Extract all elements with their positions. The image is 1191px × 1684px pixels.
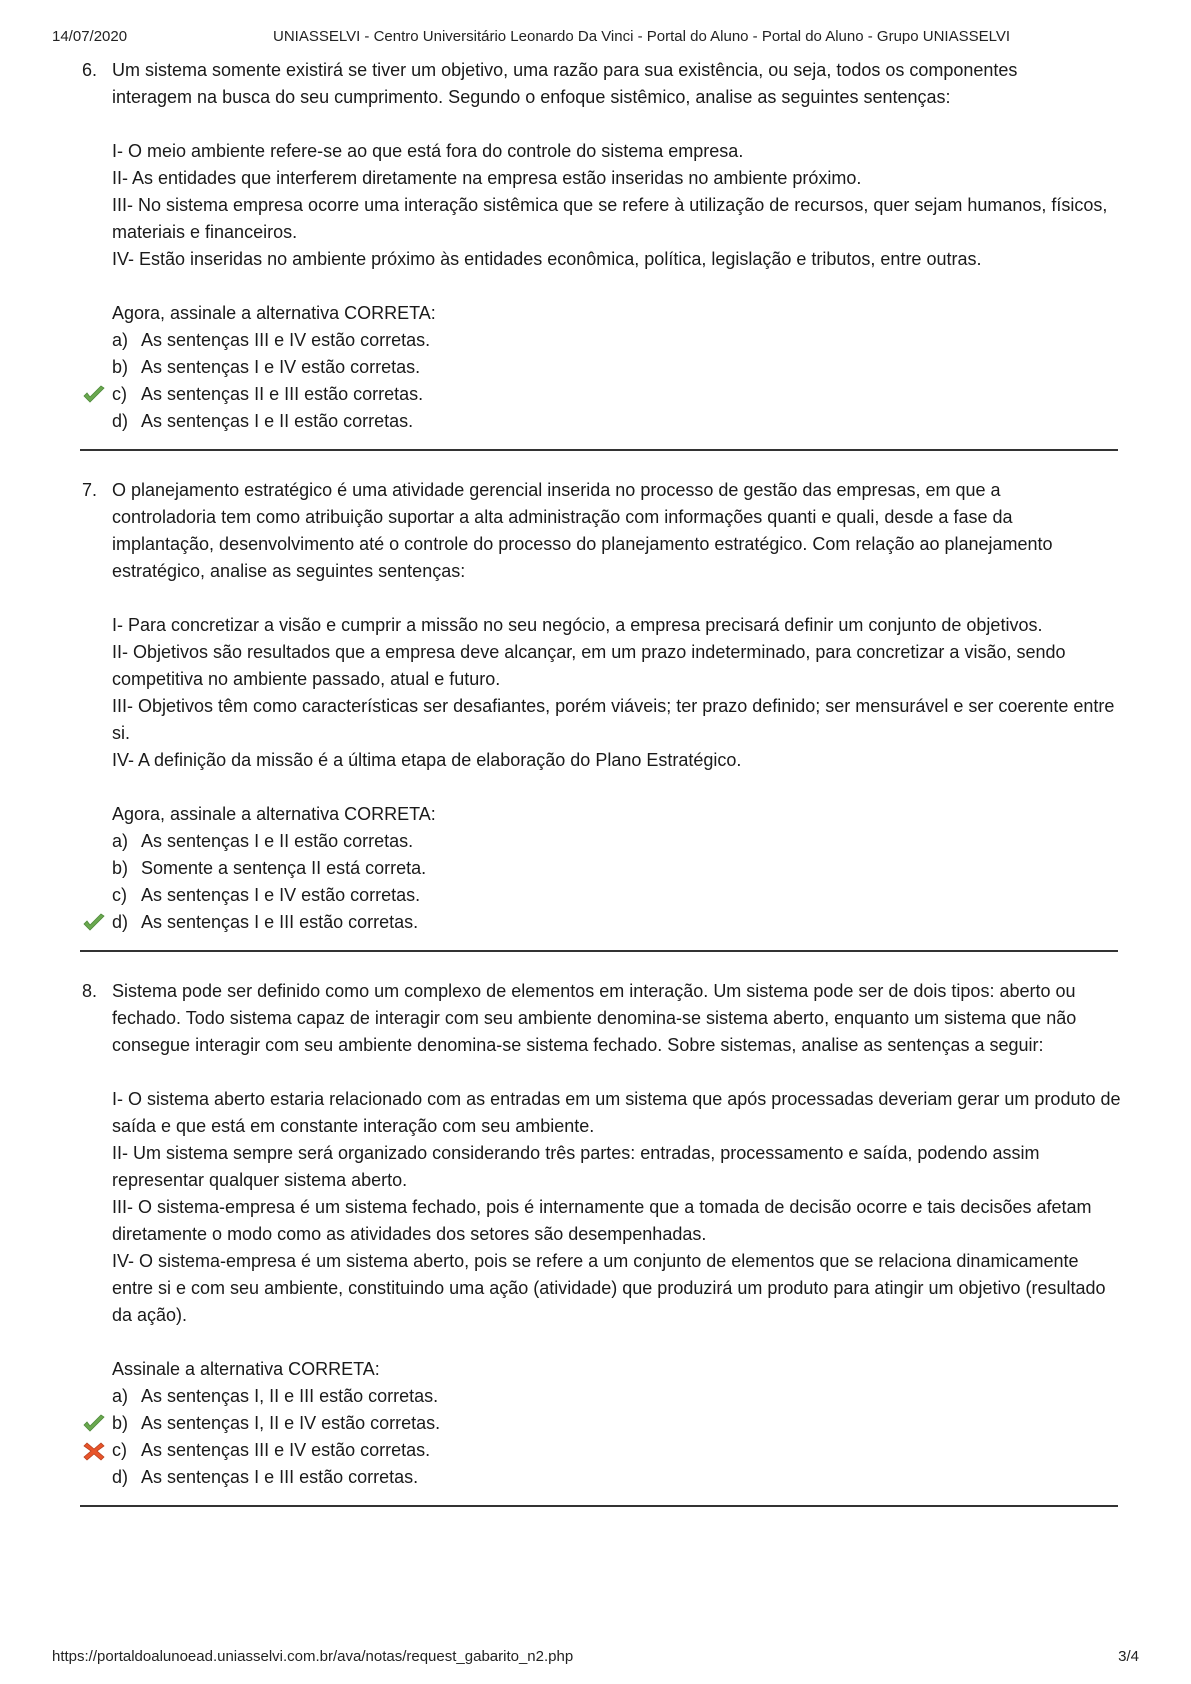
question-text: O planejamento estratégico é uma atividade gerencial inserida no processo de gestão das empresas, em que a controladoria tem como atribuição suportar a alta administração com informações quanti e quali, desde a fase da implantação, desenvolvimento até o controle do processo do planejamento estratégico. Com relação ao planejamento estratégico, analise as seguintes sentenças: <box>112 480 1053 581</box>
answer-option <box>0 381 1191 408</box>
question-8 <box>0 978 1191 1507</box>
answer-prompt: Assinale a alternativa CORRETA: <box>112 1359 380 1379</box>
answer-option <box>0 855 1191 882</box>
answer-option <box>0 909 1191 936</box>
option-letter: b) <box>112 357 129 377</box>
answer-option <box>0 354 1191 381</box>
question-stem <box>82 978 1102 1059</box>
statement: II- As entidades que interferem diretamente na empresa estão inseridas no ambiente próximo. <box>112 168 862 188</box>
answer-option <box>0 408 1191 435</box>
option-letter: b) <box>112 1413 129 1433</box>
question-number: 6. <box>82 60 98 80</box>
question-number: 7. <box>82 480 98 500</box>
answer-option <box>0 1437 1191 1464</box>
header-date: 14/07/2020 <box>52 28 128 45</box>
page-header <box>0 28 1191 48</box>
option-text: As sentenças I, II e IV estão corretas. <box>141 1413 441 1433</box>
question-7 <box>0 477 1191 952</box>
option-list <box>0 828 1191 936</box>
question-divider <box>80 1505 1118 1507</box>
answer-prompt: Agora, assinale a alternativa CORRETA: <box>112 804 436 824</box>
answer-option <box>0 327 1191 354</box>
question-list <box>0 57 1191 1507</box>
question-divider <box>80 449 1118 451</box>
option-text: As sentenças I e III estão corretas. <box>141 1467 419 1487</box>
option-text: As sentenças III e IV estão corretas. <box>141 1440 431 1460</box>
statement: III- O sistema-empresa é um sistema fechado, pois é internamente que a tomada de decisão ocorre e tais decisões afetam diretamente o modo como as atividades dos setores são desempenhadas. <box>112 1197 1092 1244</box>
statement: IV- O sistema-empresa é um sistema aberto, pois se refere a um conjunto de elementos que se relaciona dinamicamente entre si e com seu ambiente, constituindo uma ação (atividade) que produzirá um produto para atingir um objetivo (resultado da ação). <box>112 1251 1106 1325</box>
check-icon <box>82 385 106 405</box>
footer-url: https://portaldoalunoead.uniasselvi.com.br/ava/notas/request_gabarito_n2.php <box>52 1648 574 1665</box>
statement: III- No sistema empresa ocorre uma interação sistêmica que se refere à utilização de recursos, quer sejam humanos, físicos, materiais e financeiros. <box>112 195 1108 242</box>
statement: III- Objetivos têm como características ser desafiantes, porém viáveis; ter prazo definido; ser mensurável e ser coerente entre si. <box>112 696 1115 743</box>
statement-list <box>112 1086 1122 1329</box>
cross-icon <box>82 1441 106 1461</box>
option-letter: a) <box>112 1386 129 1406</box>
question-text: Sistema pode ser definido como um complexo de elementos em interação. Um sistema pode ser de dois tipos: aberto ou fechado. Todo sistema capaz de interagir com seu ambiente denomina-se sistema aberto, enquanto um sistema que não consegue interagir com seu ambiente denomina-se sistema fechado. Sobre sistemas, analise as sentenças a seguir: <box>112 981 1077 1055</box>
option-text: As sentenças I e III estão corretas. <box>141 912 419 932</box>
option-text: As sentenças I e II estão corretas. <box>141 411 414 431</box>
statement: II- Objetivos são resultados que a empresa deve alcançar, em um prazo indeterminado, para concretizar a visão, sendo competitiva no ambiente passado, atual e futuro. <box>112 642 1066 689</box>
question-divider <box>80 950 1118 952</box>
answer-option <box>0 1383 1191 1410</box>
option-text: As sentenças III e IV estão corretas. <box>141 330 431 350</box>
question-text: Um sistema somente existirá se tiver um objetivo, uma razão para sua existência, ou seja, todos os componentes interagem na busca do seu cumprimento. Segundo o enfoque sistêmico, analise as seguintes sentenças: <box>112 60 1018 107</box>
option-letter: c) <box>112 384 127 404</box>
check-icon <box>82 1414 106 1434</box>
answer-option <box>0 828 1191 855</box>
question-6 <box>0 57 1191 451</box>
answer-option <box>0 1464 1191 1491</box>
statement: IV- A definição da missão é a última etapa de elaboração do Plano Estratégico. <box>112 750 742 770</box>
answer-prompt: Agora, assinale a alternativa CORRETA: <box>112 303 436 323</box>
option-letter: d) <box>112 1467 129 1487</box>
option-text: Somente a sentença II está correta. <box>141 858 427 878</box>
option-letter: b) <box>112 858 129 878</box>
statement: II- Um sistema sempre será organizado considerando três partes: entradas, processamento e saída, podendo assim representar qualquer sistema aberto. <box>112 1143 1040 1190</box>
header-title: UNIASSELVI - Centro Universitário Leonardo Da Vinci - Portal do Aluno - Portal do Aluno - Grupo UNIASSELVI <box>273 28 1011 45</box>
option-list <box>0 1383 1191 1491</box>
option-letter: d) <box>112 411 129 431</box>
statement: I- O meio ambiente refere-se ao que está fora do controle do sistema empresa. <box>112 141 744 161</box>
option-letter: c) <box>112 885 127 905</box>
question-stem <box>82 57 1102 111</box>
statement-list <box>112 138 1122 273</box>
option-letter: d) <box>112 912 129 932</box>
statement: I- Para concretizar a visão e cumprir a missão no seu negócio, a empresa precisará definir um conjunto de objetivos. <box>112 615 1043 635</box>
check-icon <box>82 913 106 933</box>
option-text: As sentenças I, II e III estão corretas. <box>141 1386 439 1406</box>
page-footer <box>0 1648 1191 1668</box>
option-text: As sentenças I e IV estão corretas. <box>141 885 421 905</box>
statement-list <box>112 612 1122 774</box>
question-number: 8. <box>82 981 98 1001</box>
question-stem <box>82 477 1102 585</box>
answer-option <box>0 1410 1191 1437</box>
statement: I- O sistema aberto estaria relacionado com as entradas em um sistema que após processadas deveriam gerar um produto de saída e que está em constante interação com seu ambiente. <box>112 1089 1121 1136</box>
page-number: 3/4 <box>1118 1648 1139 1665</box>
option-letter: a) <box>112 330 129 350</box>
option-text: As sentenças I e IV estão corretas. <box>141 357 421 377</box>
option-text: As sentenças I e II estão corretas. <box>141 831 414 851</box>
statement: IV- Estão inseridas no ambiente próximo às entidades econômica, política, legislação e tributos, entre outras. <box>112 249 982 269</box>
option-list <box>0 327 1191 435</box>
option-text: As sentenças II e III estão corretas. <box>141 384 424 404</box>
option-letter: a) <box>112 831 129 851</box>
answer-option <box>0 882 1191 909</box>
option-letter: c) <box>112 1440 127 1460</box>
